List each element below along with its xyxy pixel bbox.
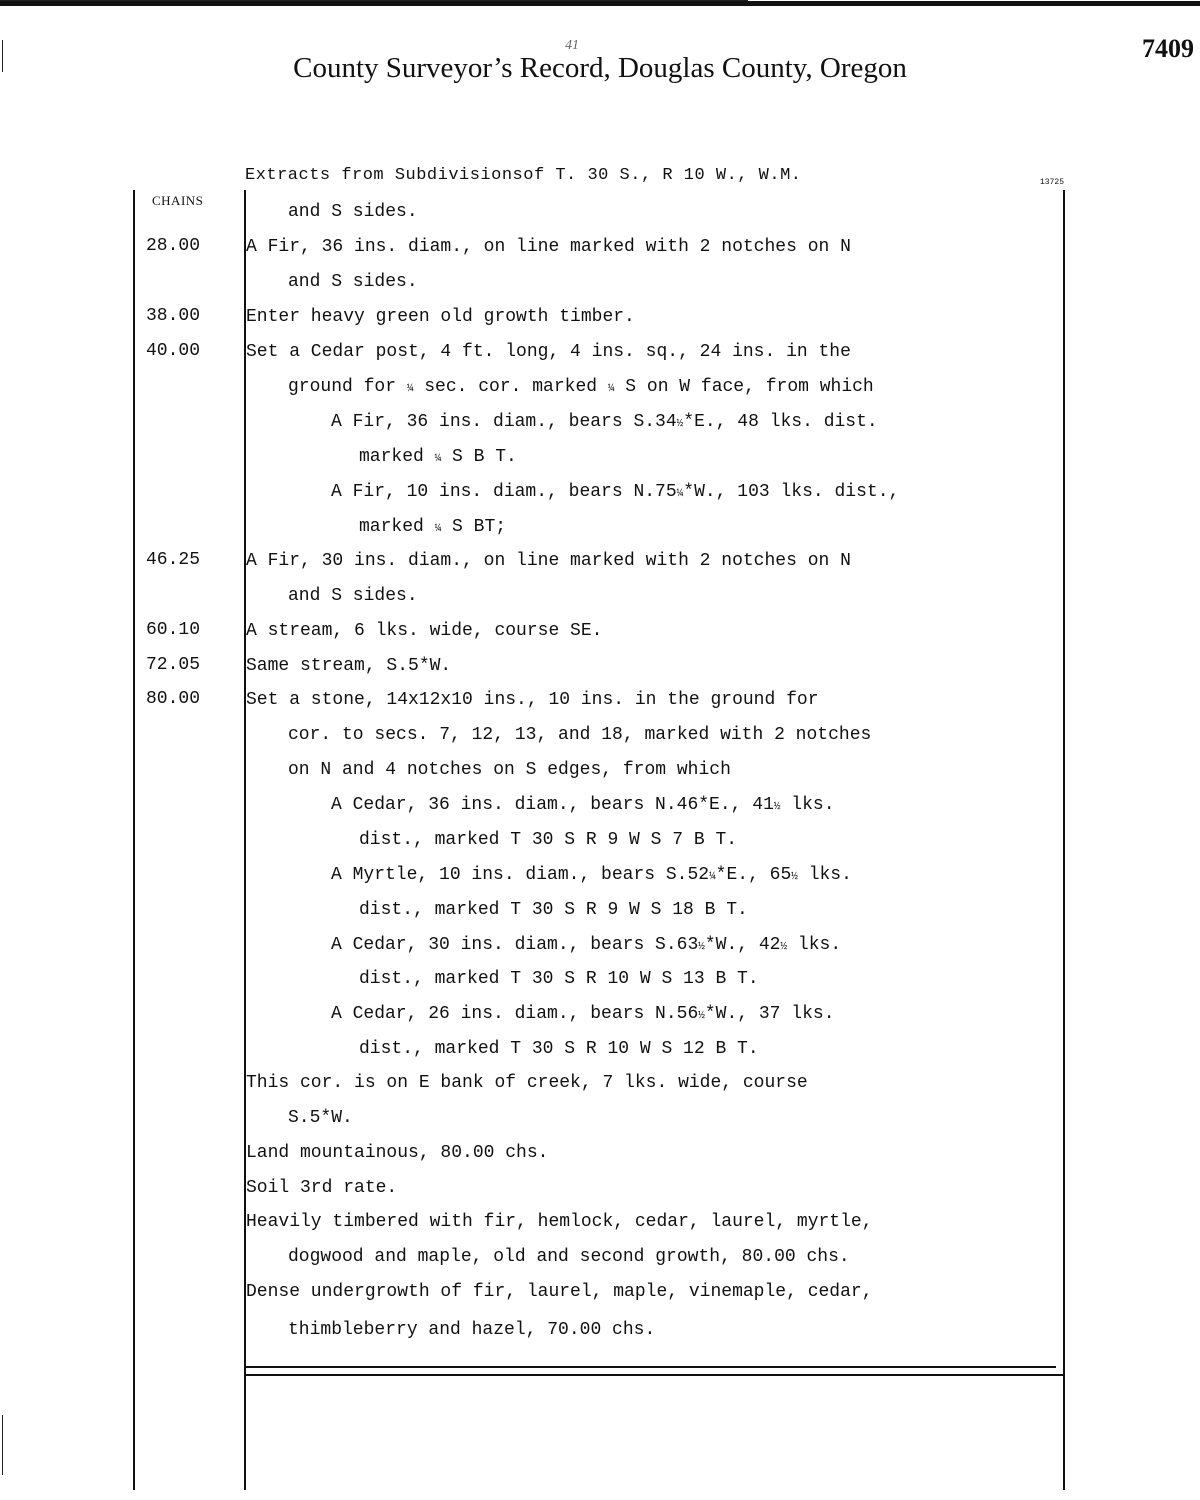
- entry-line: A Fir, 10 ins. diam., bears N.75¼*W., 103 lks. dist.,: [331, 482, 900, 502]
- entry-line: dist., marked T 30 S R 10 W S 12 B T.: [359, 1039, 759, 1059]
- entry-line: and S sides.: [288, 202, 418, 222]
- record-subtitle: Extracts from Subdivisionsof T. 30 S., R 10 W., W.M.: [245, 166, 802, 185]
- entry-line: and S sides.: [288, 586, 418, 606]
- top-rule: [0, 1, 1200, 6]
- chain-value: 60.10: [146, 620, 201, 640]
- entry-line: A stream, 6 lks. wide, course SE.: [246, 621, 603, 641]
- margin-mark: [2, 1415, 3, 1475]
- chain-value: 80.00: [146, 689, 201, 709]
- right-column-rule: [1063, 190, 1065, 1490]
- entry-line: Set a Cedar post, 4 ft. long, 4 ins. sq., 24 ins. in the: [246, 342, 851, 362]
- chains-column-header: CHAINS: [152, 193, 204, 208]
- entry-line: Same stream, S.5*W.: [246, 656, 452, 676]
- pencil-annotation: 41: [565, 38, 579, 53]
- subtitle-reference-number: 13725: [1040, 178, 1065, 187]
- entry-line: Heavily timbered with fir, hemlock, cedar, laurel, myrtle,: [246, 1212, 873, 1232]
- entry-line: Set a stone, 14x12x10 ins., 10 ins. in the ground for: [246, 690, 819, 710]
- chain-value: 40.00: [146, 341, 201, 361]
- entry-line: S.5*W.: [288, 1108, 353, 1128]
- entry-line: Land mountainous, 80.00 chs.: [246, 1143, 549, 1163]
- chain-value: 38.00: [146, 306, 201, 326]
- entry-line: This cor. is on E bank of creek, 7 lks. wide, course: [246, 1073, 808, 1093]
- chain-value: 46.25: [146, 550, 201, 570]
- left-column-rule: [133, 190, 135, 1490]
- entry-line: Enter heavy green old growth timber.: [246, 307, 635, 327]
- entry-line: dist., marked T 30 S R 9 W S 7 B T.: [359, 830, 738, 850]
- entry-line: thimbleberry and hazel, 70.00 chs.: [288, 1320, 656, 1340]
- entry-line: A Cedar, 26 ins. diam., bears N.56½*W., 37 lks.: [331, 1004, 835, 1024]
- entry-line: cor. to secs. 7, 12, 13, and 18, marked with 2 notches: [288, 725, 872, 745]
- entry-line: on N and 4 notches on S edges, from which: [288, 760, 731, 780]
- end-rule-upper: [244, 1366, 1056, 1368]
- entry-line: Soil 3rd rate.: [246, 1178, 398, 1198]
- entry-line: A Cedar, 36 ins. diam., bears N.46*E., 41½ lks.: [331, 795, 835, 815]
- entry-line: A Myrtle, 10 ins. diam., bears S.52¼*E., 65½ lks.: [331, 865, 852, 885]
- entry-line: and S sides.: [288, 272, 418, 292]
- margin-mark: [2, 40, 3, 72]
- entry-line: dist., marked T 30 S R 10 W S 13 B T.: [359, 969, 759, 989]
- entry-line: dogwood and maple, old and second growth, 80.00 chs.: [288, 1247, 850, 1267]
- entry-line: A Fir, 36 ins. diam., on line marked with 2 notches on N: [246, 237, 851, 257]
- entry-line: marked ¼ S BT;: [359, 517, 507, 537]
- entry-line: A Cedar, 30 ins. diam., bears S.63½*W., 42½ lks.: [331, 935, 842, 955]
- entry-line: A Fir, 36 ins. diam., bears S.34½*E., 48 lks. dist.: [331, 412, 878, 432]
- chain-value: 72.05: [146, 655, 201, 675]
- page-title: County Surveyor’s Record, Douglas County, Oregon: [293, 52, 907, 84]
- entry-line: marked ¼ S B T.: [359, 447, 517, 467]
- end-rule-lower: [244, 1374, 1064, 1376]
- entry-line: dist., marked T 30 S R 9 W S 18 B T.: [359, 900, 748, 920]
- page-number: 7409: [1142, 34, 1194, 63]
- chain-value: 28.00: [146, 236, 201, 256]
- entry-line: ground for ¼ sec. cor. marked ¼ S on W face, from which: [288, 377, 874, 397]
- entry-line: Dense undergrowth of fir, laurel, maple, vinemaple, cedar,: [246, 1282, 873, 1302]
- entry-line: A Fir, 30 ins. diam., on line marked with 2 notches on N: [246, 551, 851, 571]
